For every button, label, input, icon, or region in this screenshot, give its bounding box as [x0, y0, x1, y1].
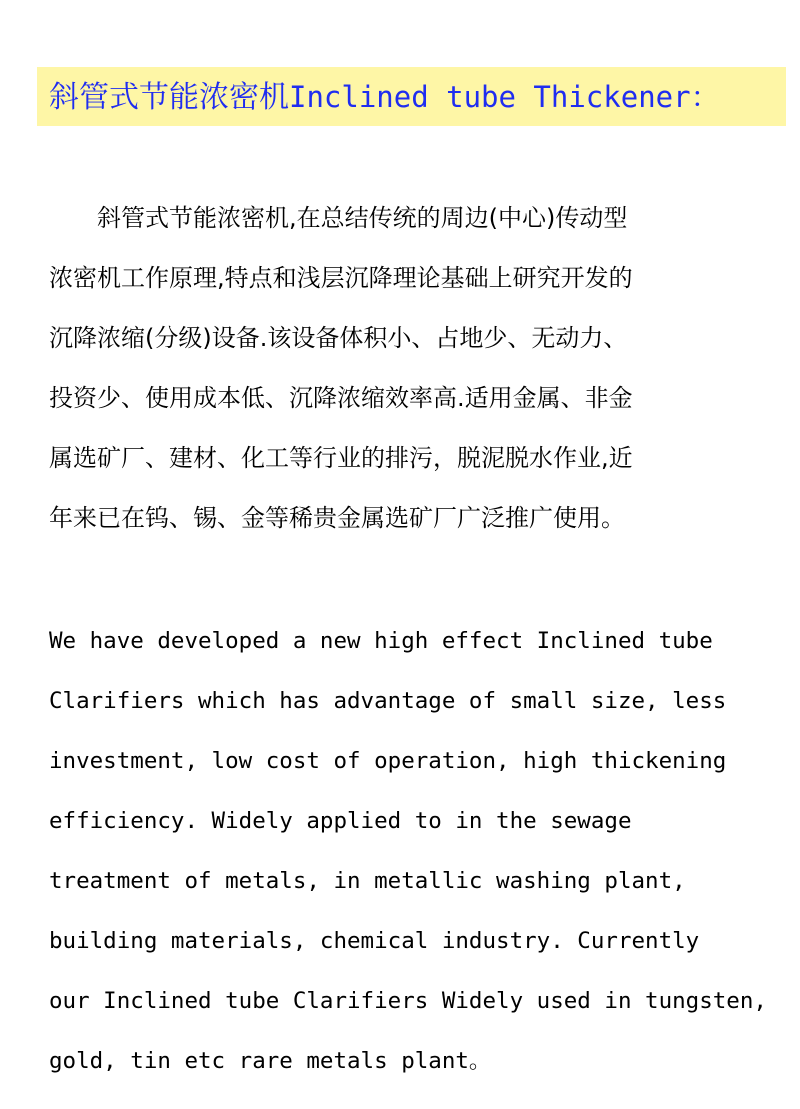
chinese-line: 投资少、使用成本低、沉降浓缩效率高.适用金属、非金 — [49, 384, 633, 412]
title-chinese: 斜管式节能浓密机 — [49, 80, 289, 115]
english-line: Clarifiers which has advantage of small size, less — [49, 688, 727, 714]
english-line: We have developed a new high effect Inclined tube — [49, 628, 713, 654]
page-title — [49, 77, 720, 118]
english-line: investment, low cost of operation, high thickening — [49, 748, 727, 774]
chinese-paragraph — [49, 188, 769, 548]
english-line: efficiency. Widely applied to in the sewage — [49, 808, 632, 834]
title-banner — [37, 67, 786, 126]
english-line: treatment of metals, in metallic washing plant, — [49, 868, 686, 894]
chinese-line: 浓密机工作原理,特点和浅层沉降理论基础上研究开发的 — [49, 264, 633, 292]
chinese-line: 属选矿厂、建材、化工等行业的排污，脱泥脱水作业,近 — [49, 444, 633, 472]
english-line: gold, tin etc rare metals plant。 — [49, 1048, 492, 1074]
english-paragraph — [49, 611, 794, 1091]
chinese-line: 年来已在钨、锡、金等稀贵金属选矿厂广泛推广使用。 — [49, 504, 625, 532]
english-line: building materials, chemical industry. Currently — [49, 928, 700, 954]
english-line: our Inclined tube Clarifiers Widely used in tungsten, — [49, 988, 767, 1014]
chinese-line: 沉降浓缩(分级)设备.该设备体积小、占地少、无动力、 — [49, 324, 628, 352]
chinese-line: 斜管式节能浓密机,在总结传统的周边(中心)传动型 — [49, 204, 628, 232]
title-english: Inclined tube Thickener： — [289, 80, 720, 114]
